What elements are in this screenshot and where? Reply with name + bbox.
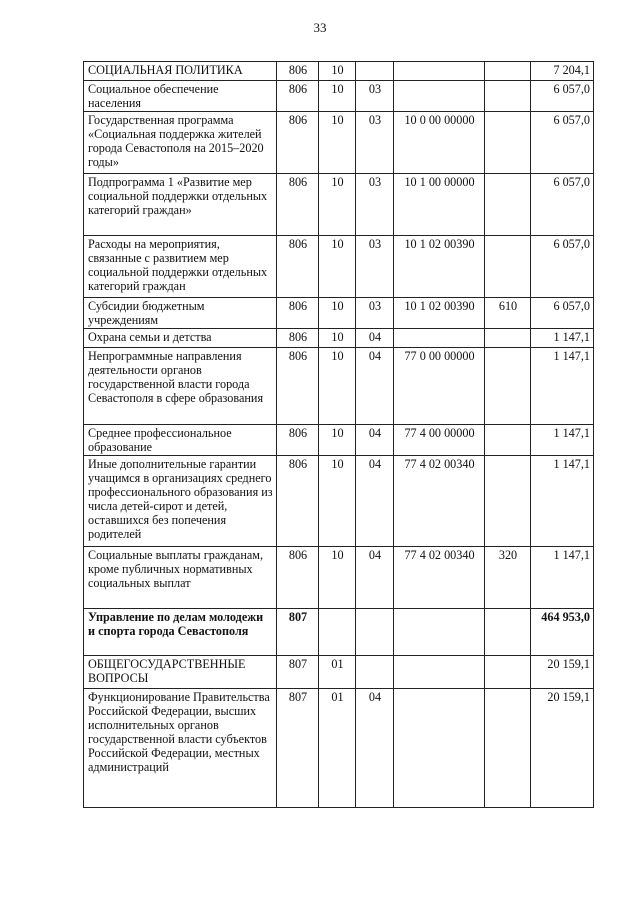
row-name-cell: Управление по делам молодежи и спорта города Севастополя <box>84 609 277 656</box>
subsection-code-cell <box>356 656 394 689</box>
subsection-code-cell: 03 <box>356 81 394 112</box>
row-name-cell: Расходы на мероприятия, связанные с развитием мер социальной поддержки отдельных категорий граждан <box>84 236 277 298</box>
amount-cell: 1 147,1 <box>531 547 594 609</box>
expense-type-code-cell <box>485 329 531 348</box>
table-row <box>84 174 594 236</box>
ved-code-cell: 806 <box>277 329 319 348</box>
subsection-code-cell: 04 <box>356 348 394 425</box>
amount-cell: 7 204,1 <box>531 62 594 81</box>
row-name-cell: Субсидии бюджетным учреждениям <box>84 298 277 329</box>
amount-cell: 6 057,0 <box>531 298 594 329</box>
ved-code-cell: 806 <box>277 425 319 456</box>
amount-cell: 1 147,1 <box>531 329 594 348</box>
ved-code-cell: 807 <box>277 656 319 689</box>
row-name-cell: Социальное обеспечение населения <box>84 81 277 112</box>
section-code-cell: 10 <box>319 547 356 609</box>
section-code-cell <box>319 609 356 656</box>
target-article-code-cell: 77 4 00 00000 <box>394 425 485 456</box>
ved-code-cell: 806 <box>277 81 319 112</box>
target-article-code-cell: 10 1 02 00390 <box>394 236 485 298</box>
expense-type-code-cell: 320 <box>485 547 531 609</box>
table-row <box>84 689 594 808</box>
budget-table <box>83 61 594 808</box>
ved-code-cell: 806 <box>277 348 319 425</box>
row-name-cell: СОЦИАЛЬНАЯ ПОЛИТИКА <box>84 62 277 81</box>
subsection-code-cell: 03 <box>356 112 394 174</box>
ved-code-cell: 806 <box>277 547 319 609</box>
row-name-cell: Функционирование Правительства Российской Федерации, высших исполнительных органов государственной власти субъектов Российской Федерации, местных администраций <box>84 689 277 808</box>
ved-code-cell: 806 <box>277 62 319 81</box>
expense-type-code-cell <box>485 425 531 456</box>
table-body <box>84 62 594 808</box>
row-name-cell: Иные дополнительные гарантии учащимся в организациях среднего профессионального образования из числа детей-сирот и детей, оставшихся без попечения родителей <box>84 456 277 547</box>
ved-code-cell: 806 <box>277 112 319 174</box>
section-code-cell: 10 <box>319 329 356 348</box>
section-code-cell: 10 <box>319 62 356 81</box>
ved-code-cell: 807 <box>277 609 319 656</box>
expense-type-code-cell <box>485 81 531 112</box>
expense-type-code-cell <box>485 348 531 425</box>
target-article-code-cell: 77 4 02 00340 <box>394 547 485 609</box>
table-row <box>84 348 594 425</box>
section-code-cell: 01 <box>319 689 356 808</box>
section-code-cell: 10 <box>319 425 356 456</box>
subsection-code-cell: 04 <box>356 689 394 808</box>
row-name-cell: ОБЩЕГОСУДАРСТВЕННЫЕ ВОПРОСЫ <box>84 656 277 689</box>
target-article-code-cell <box>394 81 485 112</box>
ved-code-cell: 806 <box>277 298 319 329</box>
target-article-code-cell <box>394 329 485 348</box>
amount-cell: 6 057,0 <box>531 236 594 298</box>
row-name-cell: Подпрограмма 1 «Развитие мер социальной поддержки отдельных категорий граждан» <box>84 174 277 236</box>
ved-code-cell: 806 <box>277 174 319 236</box>
target-article-code-cell <box>394 689 485 808</box>
target-article-code-cell: 77 4 02 00340 <box>394 456 485 547</box>
ved-code-cell: 806 <box>277 456 319 547</box>
table-row <box>84 329 594 348</box>
ved-code-cell: 807 <box>277 689 319 808</box>
target-article-code-cell: 10 1 02 00390 <box>394 298 485 329</box>
expense-type-code-cell <box>485 609 531 656</box>
section-code-cell: 10 <box>319 348 356 425</box>
subsection-code-cell: 04 <box>356 425 394 456</box>
section-code-cell: 10 <box>319 236 356 298</box>
subsection-code-cell <box>356 62 394 81</box>
subsection-code-cell: 04 <box>356 329 394 348</box>
amount-cell: 6 057,0 <box>531 81 594 112</box>
expense-type-code-cell: 610 <box>485 298 531 329</box>
amount-cell: 1 147,1 <box>531 348 594 425</box>
row-name-cell: Социальные выплаты гражданам, кроме публичных нормативных социальных выплат <box>84 547 277 609</box>
amount-cell: 1 147,1 <box>531 425 594 456</box>
row-name-cell: Охрана семьи и детства <box>84 329 277 348</box>
expense-type-code-cell <box>485 62 531 81</box>
target-article-code-cell: 77 0 00 00000 <box>394 348 485 425</box>
table-row <box>84 81 594 112</box>
subsection-code-cell: 04 <box>356 456 394 547</box>
subsection-code-cell: 03 <box>356 236 394 298</box>
table-row <box>84 547 594 609</box>
ved-code-cell: 806 <box>277 236 319 298</box>
table-row <box>84 298 594 329</box>
target-article-code-cell: 10 0 00 00000 <box>394 112 485 174</box>
amount-cell: 20 159,1 <box>531 689 594 808</box>
amount-cell: 6 057,0 <box>531 174 594 236</box>
target-article-code-cell <box>394 62 485 81</box>
table-row <box>84 609 594 656</box>
row-name-cell: Непрограммные направления деятельности органов государственной власти города Севастополя в сфере образования <box>84 348 277 425</box>
row-name-cell: Среднее профессиональное образование <box>84 425 277 456</box>
subsection-code-cell: 03 <box>356 174 394 236</box>
table-row <box>84 62 594 81</box>
amount-cell: 20 159,1 <box>531 656 594 689</box>
section-code-cell: 10 <box>319 174 356 236</box>
target-article-code-cell <box>394 656 485 689</box>
section-code-cell: 10 <box>319 456 356 547</box>
table-row <box>84 656 594 689</box>
table-row <box>84 456 594 547</box>
expense-type-code-cell <box>485 689 531 808</box>
section-code-cell: 10 <box>319 81 356 112</box>
expense-type-code-cell <box>485 174 531 236</box>
subsection-code-cell: 03 <box>356 298 394 329</box>
table-row <box>84 112 594 174</box>
expense-type-code-cell <box>485 456 531 547</box>
section-code-cell: 10 <box>319 298 356 329</box>
section-code-cell: 01 <box>319 656 356 689</box>
table-row <box>84 425 594 456</box>
expense-type-code-cell <box>485 112 531 174</box>
row-name-cell: Государственная программа «Социальная поддержка жителей города Севастополя на 2015–2020 годы» <box>84 112 277 174</box>
subsection-code-cell: 04 <box>356 547 394 609</box>
section-code-cell: 10 <box>319 112 356 174</box>
expense-type-code-cell <box>485 656 531 689</box>
target-article-code-cell <box>394 609 485 656</box>
expense-type-code-cell <box>485 236 531 298</box>
table-row <box>84 236 594 298</box>
amount-cell: 464 953,0 <box>531 609 594 656</box>
target-article-code-cell: 10 1 00 00000 <box>394 174 485 236</box>
page-number: 33 <box>313 20 327 35</box>
subsection-code-cell <box>356 609 394 656</box>
amount-cell: 6 057,0 <box>531 112 594 174</box>
amount-cell: 1 147,1 <box>531 456 594 547</box>
